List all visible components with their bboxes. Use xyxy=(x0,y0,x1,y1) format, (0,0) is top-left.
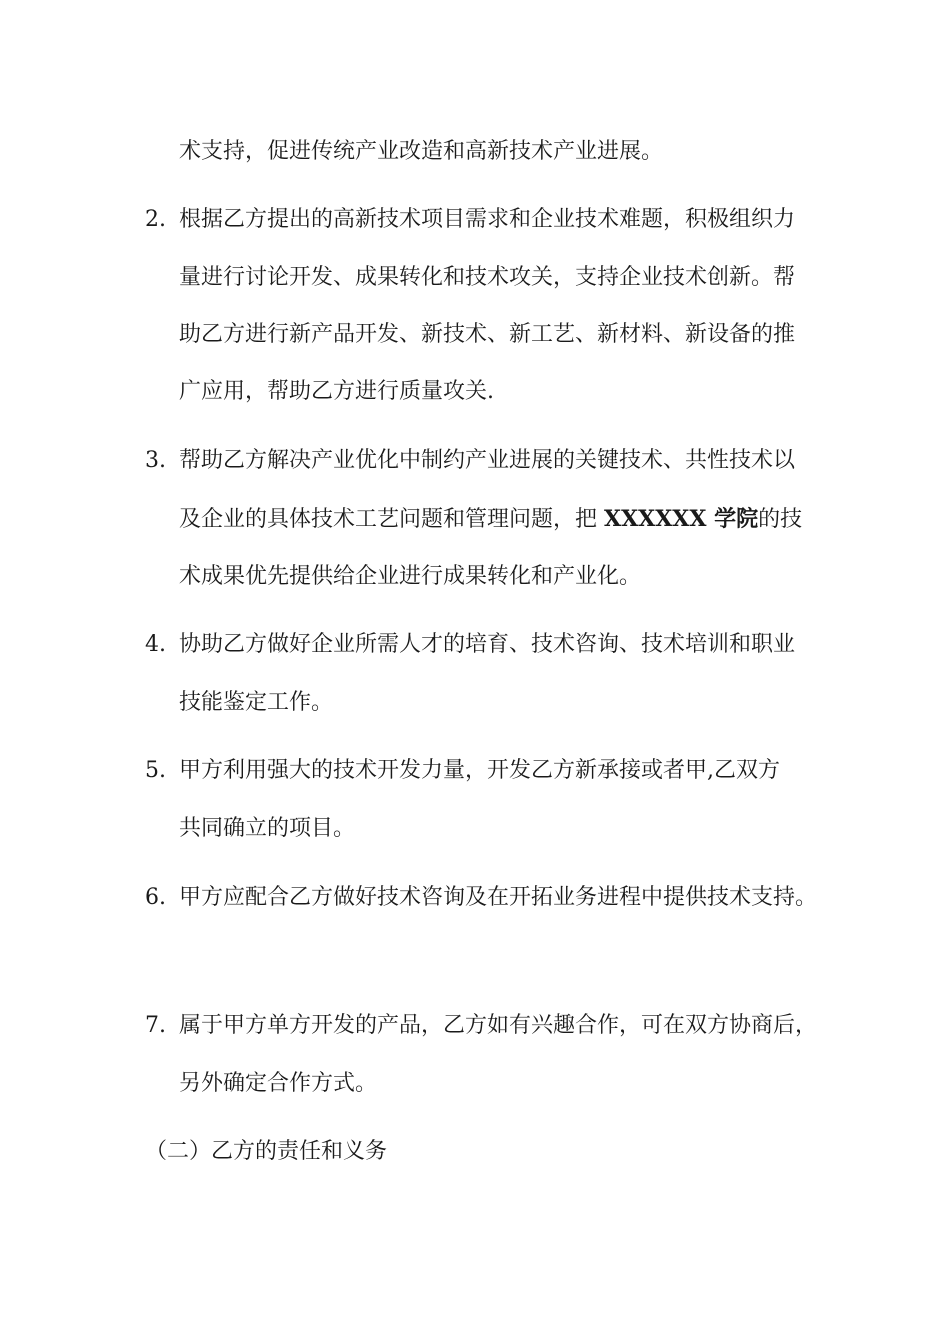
item-7-line-1: 属于甲方单方开发的产品，乙方如有兴趣合作，可在双方协商后， xyxy=(179,1013,818,1038)
item-7-line-2: 另外确定合作方式。 xyxy=(179,1071,378,1096)
item-2-line-1: 根据乙方提出的高新技术项目需求和企业技术难题，积极组织力 xyxy=(179,207,796,232)
item-6-line-1: 甲方应配合乙方做好技术咨询及在开拓业务进程中提供技术支持。 xyxy=(179,885,818,910)
item-5-number: 5. xyxy=(145,758,166,783)
item-3-line-2 xyxy=(179,504,802,534)
item-3-number: 3. xyxy=(145,448,166,473)
item-2-line-4: 广应用，帮助乙方进行质量攻关. xyxy=(179,379,494,404)
item-4-line-1: 协助乙方做好企业所需人才的培育、技术咨询、技术培训和职业 xyxy=(179,632,796,657)
item-4-number: 4. xyxy=(145,632,166,657)
item-3-line-2-pre: 及企业的具体技术工艺问题和管理问题，把 xyxy=(179,507,604,532)
item-5-line-2: 共同确立的项目。 xyxy=(179,816,356,841)
item-5-line-1: 甲方利用强大的技术开发力量，开发乙方新承接或者甲,乙双方 xyxy=(179,758,780,783)
college-name: XXXXXX 学院 xyxy=(604,506,759,532)
item-3-line-3: 术成果优先提供给企业进行成果转化和产业化。 xyxy=(179,564,642,589)
section-heading: （二）乙方的责任和义务 xyxy=(145,1139,388,1164)
item-3-line-1: 帮助乙方解决产业优化中制约产业进展的关键技术、共性技术以 xyxy=(179,448,796,473)
item-1-line-1: 术支持，促进传统产业改造和高新技术产业进展。 xyxy=(179,139,664,164)
item-4-line-2: 技能鉴定工作。 xyxy=(179,690,334,715)
item-3-line-2-post: 的技 xyxy=(758,507,803,532)
item-6-number: 6. xyxy=(145,885,166,910)
item-2-number: 2. xyxy=(145,207,166,232)
item-2-line-3: 助乙方进行新产品开发、新技术、新工艺、新材料、新设备的推 xyxy=(179,322,796,347)
item-2-line-2: 量进行讨论开发、成果转化和技术攻关，支持企业技术创新。帮 xyxy=(179,265,796,290)
item-7-number: 7. xyxy=(145,1013,166,1038)
